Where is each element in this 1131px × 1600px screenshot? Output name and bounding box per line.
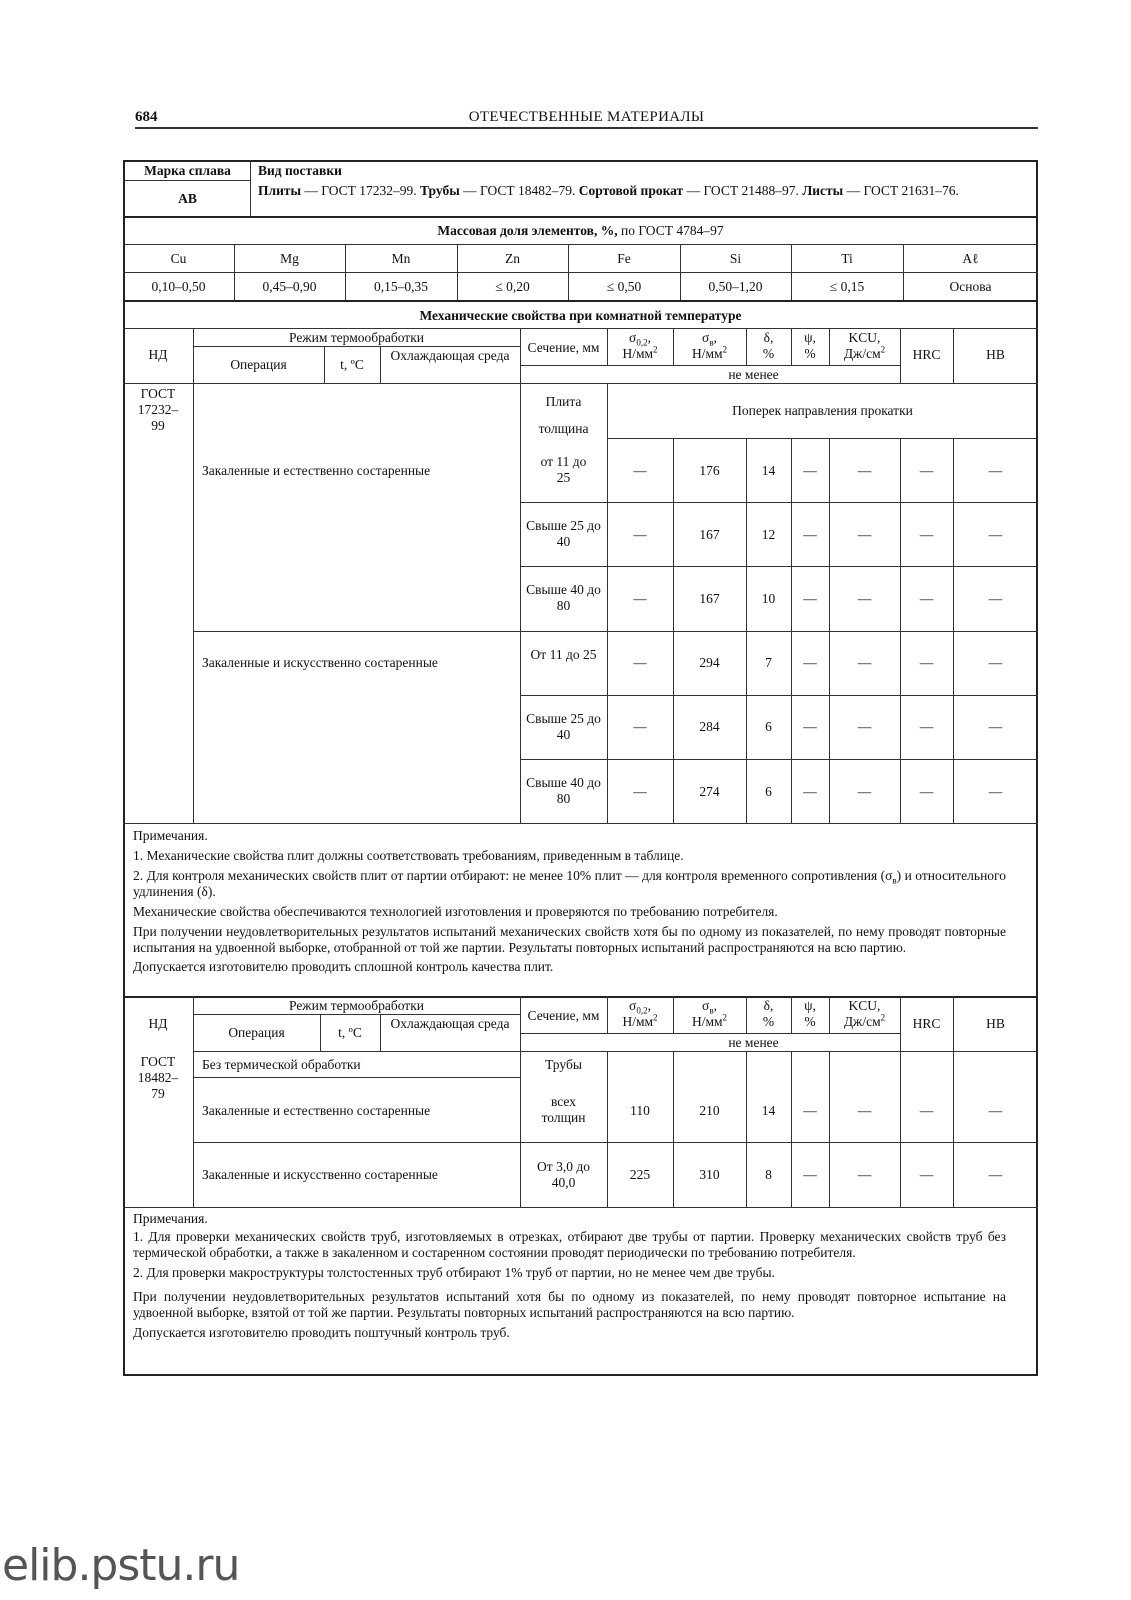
cell-hrc: —: [919, 591, 934, 606]
note-line: 2. Для контроля механических свойств плит от партии отбирают: не менее 10% плит — для контроля временного сопротивления $(\sigma_в)$ и относительного удлинения (δ).: [133, 868, 1006, 899]
cell-hb: —: [988, 719, 1003, 734]
divider: [900, 1051, 901, 1207]
cell-psi: —: [803, 1103, 817, 1118]
header-psi: ψ, %: [804, 330, 816, 361]
cell-sigmab: 310: [699, 1167, 720, 1182]
cell-delta: 10: [761, 591, 776, 606]
element-value: ≤ 0,15: [829, 279, 865, 294]
divider: [193, 346, 520, 347]
header-not-less: не менее: [728, 367, 779, 382]
cell-kcu: —: [857, 527, 872, 542]
header-temp: t, ºC: [338, 1025, 362, 1040]
cell-hrc: —: [919, 527, 934, 542]
note-line: Допускается изготовителю проводить поштучный контроль труб.: [133, 1325, 510, 1340]
header-cooling: Охлаждающая среда: [390, 1016, 510, 1031]
header-temp: t, ºC: [340, 357, 364, 372]
cell-psi: —: [803, 463, 817, 478]
divider: [520, 695, 1038, 696]
divider: [791, 438, 792, 823]
mech-properties-title: Механические свойства при комнатной температуре: [419, 308, 742, 323]
plates-section: Свыше 40 до 80: [526, 582, 601, 613]
divider: [193, 1051, 1038, 1052]
tubes-section: всех толщин: [541, 1094, 586, 1125]
cell-kcu: —: [857, 463, 872, 478]
divider: [520, 759, 1038, 760]
cell-sigmab: 284: [699, 719, 720, 734]
divider: [193, 1077, 520, 1078]
divider: [193, 328, 194, 823]
tubes-nd: ГОСТ 18482–79: [137, 1054, 179, 1101]
header-cooling: Охлаждающая среда: [390, 348, 510, 363]
header-delta: δ, %: [762, 998, 775, 1029]
plates-section: Свыше 40 до 80: [526, 775, 601, 806]
page-title: ОТЕЧЕСТВЕННЫЕ МАТЕРИАЛЫ: [468, 109, 705, 125]
header-sigma02: $\sigma_{0,2}$, $Н/мм^2$: [622, 330, 658, 361]
divider: [250, 160, 251, 217]
header-sigmab: $\sigma_в$, $Н/мм^2$: [691, 330, 728, 361]
cell-psi: —: [803, 527, 817, 542]
cell-hrc: —: [919, 1103, 934, 1118]
cell-sigma02: —: [633, 591, 647, 606]
cell-kcu: —: [857, 591, 872, 606]
tubes-operation: Закаленные и естественно состаренные: [202, 1103, 431, 1118]
divider: [123, 216, 1038, 218]
cell-sigmab: 167: [699, 591, 720, 606]
cell-delta: 14: [761, 1103, 776, 1118]
header-nd: НД: [148, 1016, 168, 1031]
header-delta: δ, %: [762, 330, 775, 361]
header-psi: ψ, %: [804, 998, 816, 1029]
cell-psi: —: [803, 591, 817, 606]
cell-delta: 6: [765, 784, 772, 799]
supply-label: Вид поставки: [258, 163, 342, 178]
cell-sigma02: 225: [629, 1167, 651, 1182]
header-section: Сечение, мм: [527, 1008, 600, 1023]
cell-hb: —: [988, 1103, 1003, 1118]
cell-kcu: —: [857, 719, 872, 734]
cell-sigmab: 294: [699, 655, 720, 670]
header-kcu: KCU, $Дж/см^2$: [843, 998, 886, 1029]
cell-delta: 6: [765, 719, 772, 734]
divider: [123, 244, 1038, 245]
element-value: 0,45–0,90: [262, 279, 317, 294]
element-value: ≤ 0,20: [495, 279, 530, 294]
cell-delta: 14: [761, 463, 776, 478]
element-symbol: Mg: [280, 251, 299, 266]
cell-hrc: —: [919, 719, 934, 734]
divider: [123, 383, 1038, 384]
cell-hb: —: [988, 463, 1003, 478]
cell-sigma02: 110: [630, 1103, 650, 1118]
note-line: При получении неудовлетворительных результатов испытаний хотя бы по одному из показателей, по нему проводят повторное испытание на удвоенной выборке, взятой от той же партии. Результаты повторных испытаний распространяются на всю партию.: [133, 1289, 1006, 1320]
cell-kcu: —: [857, 1167, 872, 1182]
cell-psi: —: [803, 655, 817, 670]
divider: [829, 1051, 830, 1207]
cell-hrc: —: [919, 655, 934, 670]
cell-sigma02: —: [633, 784, 647, 799]
page-header: [135, 110, 1038, 129]
plates-operation: Закаленные и искусственно состаренные: [202, 655, 438, 670]
divider: [829, 438, 830, 823]
note-line: 1. Для проверки механических свойств труб, изготовляемых в отрезках, отбирают две трубы от партии. Проверку механических свойств труб без термической обработки, а также в закаленном и состаренном состоянии проводят периодически по требованию потребителя.: [133, 1229, 1006, 1260]
element-value: 0,50–1,20: [708, 279, 763, 294]
note-line: 1. Механические свойства плит должны соответствовать требованиям, приведенным в таблице.: [133, 848, 684, 863]
plates-section-head: Плита толщина: [538, 394, 589, 436]
element-symbol: Ti: [841, 251, 853, 266]
element-value: Основа: [949, 279, 992, 294]
note-line: 2. Для проверки макроструктуры толстостенных труб отбирают 1% труб от партии, но не менее чем две трубы.: [133, 1265, 775, 1280]
header-sigmab: $\sigma_в$, $Н/мм^2$: [691, 998, 728, 1029]
plates-operation: Закаленные и естественно состаренные: [202, 463, 431, 478]
cell-hb: —: [988, 527, 1003, 542]
tubes-section-head: Трубы: [545, 1057, 582, 1072]
divider: [520, 365, 900, 366]
note-line: Механические свойства обеспечиваются технологией изготовления и проверяются по требованию потребителя.: [133, 904, 778, 919]
header-hb: HB: [986, 347, 1005, 362]
element-symbol: Fe: [617, 251, 631, 266]
plates-section: От 11 до 25: [530, 647, 597, 662]
element-symbol: Si: [729, 251, 742, 266]
element-symbol: Mn: [391, 251, 411, 266]
cell-sigmab: 210: [699, 1103, 720, 1118]
cell-sigmab: 176: [699, 463, 720, 478]
divider: [673, 1051, 674, 1207]
plates-direction: Поперек направления прокатки: [732, 403, 913, 418]
cell-delta: 12: [761, 527, 776, 542]
note-line: Допускается изготовителю проводить сплошной контроль качества плит.: [133, 959, 554, 974]
divider: [520, 1033, 900, 1034]
divider: [953, 438, 954, 823]
header-operation: Операция: [228, 1025, 285, 1040]
divider: [520, 566, 1038, 567]
plates-section: Свыше 25 до 40: [526, 518, 601, 549]
header-not-less: не менее: [728, 1035, 779, 1050]
cell-sigmab: 274: [699, 784, 720, 799]
cell-kcu: —: [857, 1103, 872, 1118]
plates-nd: ГОСТ 17232–99: [137, 386, 179, 433]
cell-sigma02: —: [633, 655, 647, 670]
cell-hb: —: [988, 655, 1003, 670]
divider: [673, 438, 674, 823]
cell-hb: —: [988, 1167, 1003, 1182]
divider: [791, 1051, 792, 1207]
element-value: ≤ 0,50: [606, 279, 642, 294]
cell-hrc: —: [919, 784, 934, 799]
plates-notes: [133, 828, 1006, 975]
watermark: elib.pstu.ru: [2, 1540, 240, 1591]
element-value: 0,10–0,50: [151, 279, 206, 294]
supply-text: Плиты — ГОСТ 17232–99. Трубы — ГОСТ 18482–79. Сортовой прокат — ГОСТ 21488–97. Листы — ГОСТ 21631–76.: [258, 183, 959, 198]
element-symbol: Cu: [170, 251, 187, 266]
grade-value: АВ: [178, 191, 197, 206]
header-hrc: HRC: [912, 1016, 941, 1031]
cell-sigma02: —: [633, 527, 647, 542]
divider: [607, 1051, 608, 1207]
cell-hb: —: [988, 784, 1003, 799]
element-symbol: Aℓ: [962, 251, 979, 266]
divider: [900, 438, 901, 823]
plates-section: Свыше 25 до 40: [526, 711, 601, 742]
divider: [193, 631, 1038, 632]
tubes-notes: [133, 1211, 1006, 1341]
divider: [746, 438, 747, 823]
divider: [193, 1014, 520, 1015]
divider: [520, 502, 1038, 503]
header-hrc: HRC: [912, 347, 941, 362]
header-mode: Режим термообработки: [288, 330, 424, 345]
plates-section: от 11 до 25: [540, 454, 587, 485]
divider: [123, 180, 250, 181]
header-kcu: KCU, $Дж/см^2$: [843, 330, 886, 361]
cell-sigmab: 167: [699, 527, 720, 542]
cell-psi: —: [803, 784, 817, 799]
cell-sigma02: —: [633, 719, 647, 734]
divider: [123, 823, 1038, 824]
tubes-operation: Закаленные и искусственно состаренные: [202, 1167, 438, 1182]
cell-psi: —: [803, 1167, 817, 1182]
page-number: 684: [135, 109, 158, 125]
tubes-section: От 3,0 до 40,0: [537, 1159, 590, 1190]
cell-psi: —: [803, 719, 817, 734]
grade-label: Марка сплава: [144, 163, 231, 178]
header-mode: Режим термообработки: [288, 998, 424, 1013]
divider: [607, 438, 1038, 439]
cell-kcu: —: [857, 655, 872, 670]
cell-delta: 8: [765, 1167, 772, 1182]
note-line: Примечания.: [133, 828, 208, 843]
header-sigma02: $\sigma_{0,2}$, $Н/мм^2$: [622, 998, 658, 1029]
note-line: При получении неудовлетворительных результатов испытаний механических свойств хотя бы по одному из показателей, по нему проводят повторные испытания на удвоенной выборке, отобранной от той же партии. Результаты повторных испытаний распространяются на всю партию.: [133, 924, 1006, 955]
header-section: Сечение, мм: [527, 340, 600, 355]
header-nd: НД: [148, 347, 168, 362]
cell-kcu: —: [857, 784, 872, 799]
header-hb: HB: [986, 1016, 1005, 1031]
cell-delta: 7: [765, 655, 772, 670]
cell-hb: —: [988, 591, 1003, 606]
cell-hrc: —: [919, 463, 934, 478]
divider: [123, 300, 1038, 302]
cell-sigma02: —: [633, 463, 647, 478]
divider: [953, 1051, 954, 1207]
tubes-operation: Без термической обработки: [202, 1057, 361, 1072]
element-value: 0,15–0,35: [374, 279, 428, 294]
divider: [123, 1207, 1038, 1208]
composition-title: Массовая доля элементов, %, по ГОСТ 4784–97: [437, 223, 724, 238]
note-line: Примечания.: [133, 1211, 208, 1226]
element-symbol: Zn: [505, 251, 520, 266]
divider: [193, 1142, 1038, 1143]
header-operation: Операция: [230, 357, 287, 372]
divider: [746, 1051, 747, 1207]
cell-hrc: —: [919, 1167, 934, 1182]
divider: [123, 272, 1038, 273]
